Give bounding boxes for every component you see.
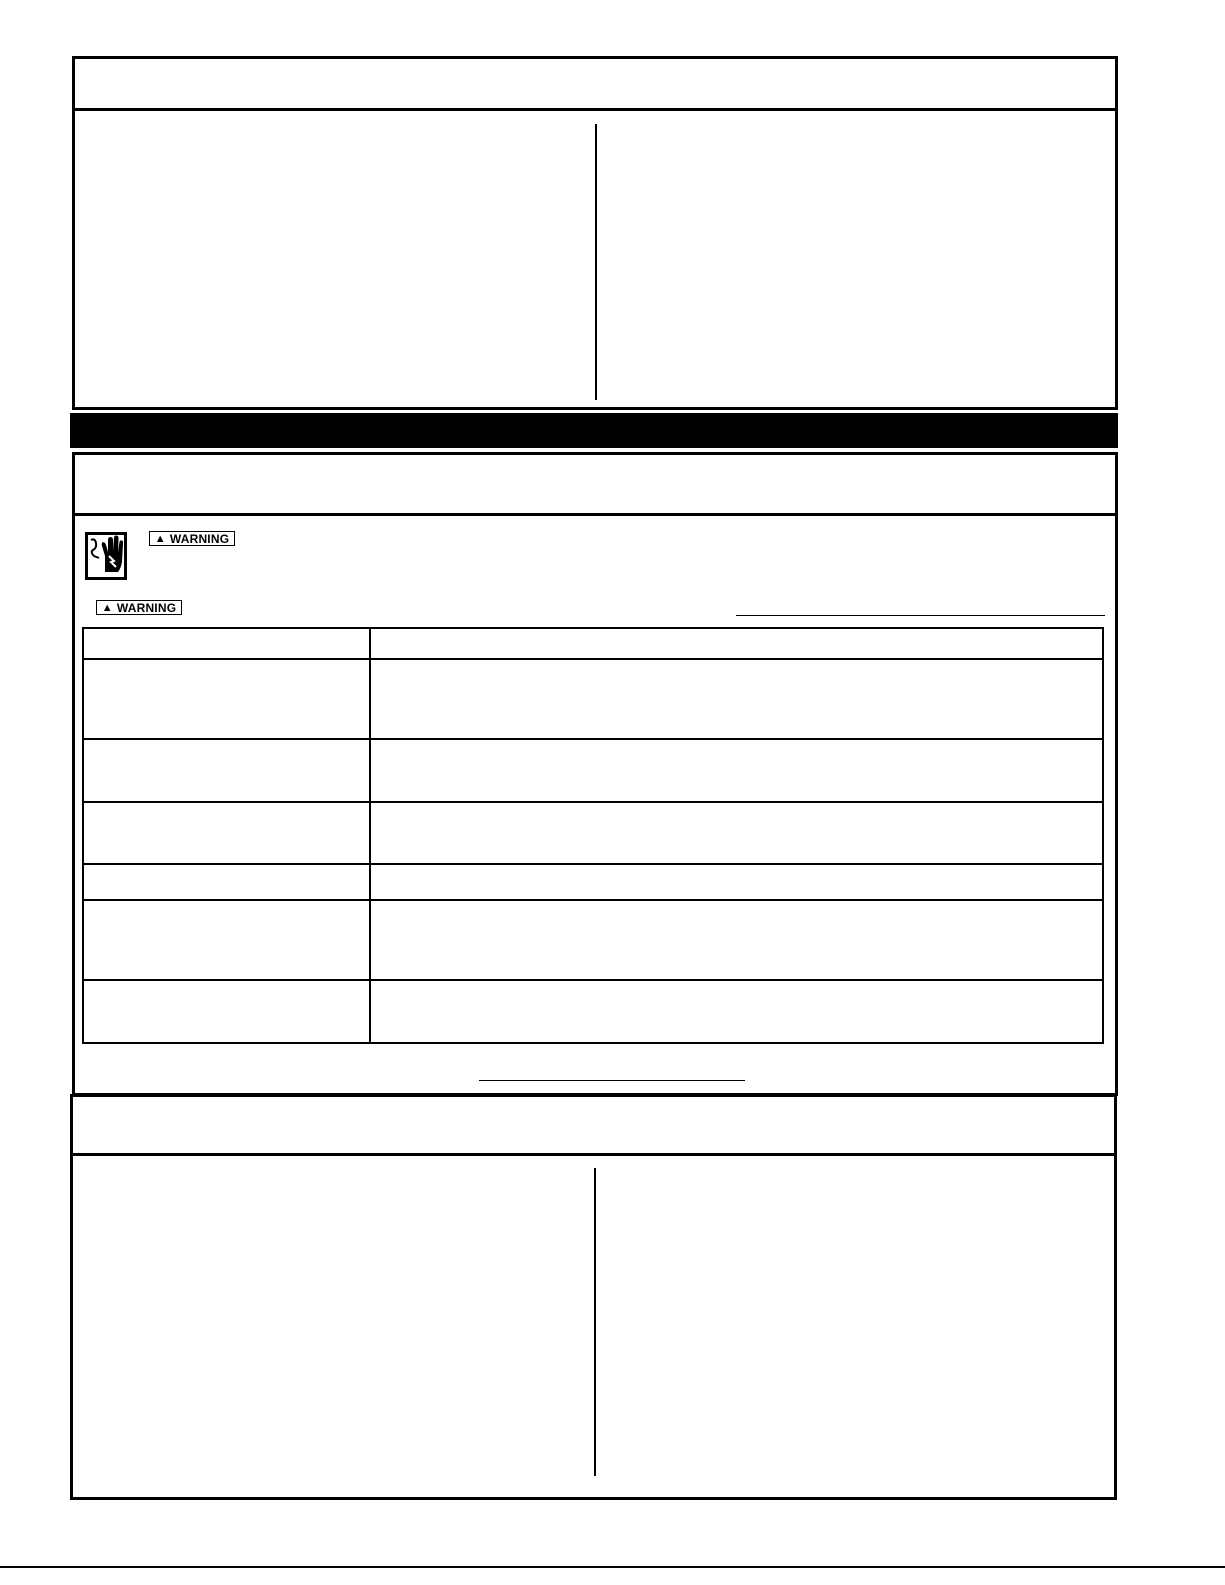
- table-cell: [83, 980, 370, 1043]
- table-cell: [370, 864, 1103, 900]
- table-row: [83, 628, 1103, 659]
- section-3-column-divider: [594, 1168, 596, 1476]
- table-row: [83, 900, 1103, 980]
- underline-rule-right: [736, 615, 1105, 616]
- table-cell: [370, 802, 1103, 864]
- table-row: [83, 739, 1103, 802]
- table-row: [83, 802, 1103, 864]
- section-2-header-divider: [72, 513, 1118, 516]
- section-1-column-divider: [595, 124, 597, 400]
- underline-rule-center: [479, 1080, 745, 1081]
- section-3-header-divider: [70, 1153, 1117, 1156]
- table-cell: [83, 802, 370, 864]
- table-cell: [83, 739, 370, 802]
- table-cell: [370, 980, 1103, 1043]
- warning-triangle-icon: ▲: [101, 601, 113, 614]
- warning-tag-bottom-label: WARNING: [116, 600, 177, 615]
- warning-tag-bottom: [96, 600, 182, 615]
- section-1-header-divider: [72, 108, 1118, 111]
- warning-triangle-icon: ▲: [154, 532, 166, 545]
- table-row: [83, 659, 1103, 739]
- table-row: [83, 980, 1103, 1043]
- warning-tag-top-label: WARNING: [169, 531, 230, 546]
- electric-shock-hand-icon: [85, 532, 127, 580]
- section-banner-bar: [70, 413, 1118, 448]
- table-row: [83, 864, 1103, 900]
- warning-tag-top: [149, 531, 235, 546]
- table-cell: [83, 900, 370, 980]
- table-cell: [83, 628, 370, 659]
- table-cell: [83, 659, 370, 739]
- table-cell: [370, 659, 1103, 739]
- table-cell: [370, 739, 1103, 802]
- table-cell: [370, 900, 1103, 980]
- page-bottom-rule: [0, 1566, 1225, 1568]
- table-cell: [83, 864, 370, 900]
- table-cell: [370, 628, 1103, 659]
- data-table: [82, 627, 1104, 1044]
